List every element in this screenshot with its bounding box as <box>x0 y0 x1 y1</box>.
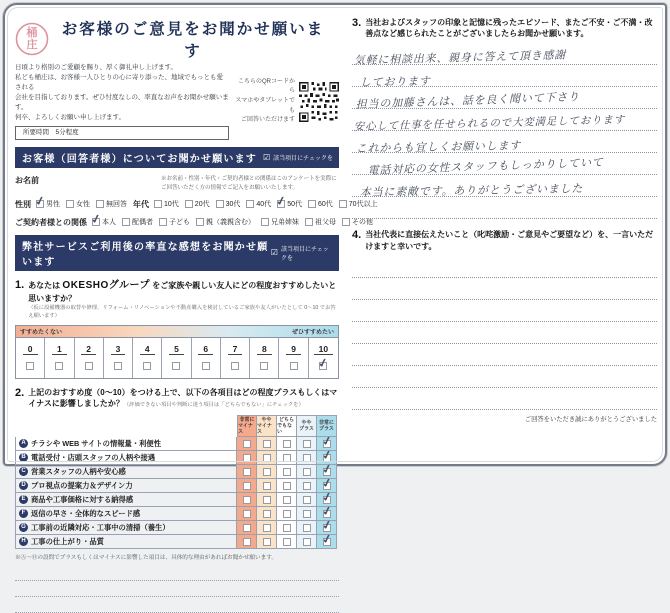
answer-line[interactable] <box>352 278 657 300</box>
checkbox[interactable] <box>308 200 316 208</box>
scale-checkbox[interactable] <box>114 362 122 370</box>
question-3-text: 当社およびスタッフの印象と記憶に残ったエピソード、またご不安・ご不満・改善点など感じられたことがございましたらお聞かせ願います。 <box>365 18 653 39</box>
section-bar-survey <box>15 235 339 271</box>
rating-checkbox[interactable] <box>303 538 311 546</box>
q4-answer-lines <box>352 256 657 410</box>
scale-checkbox[interactable] <box>290 362 298 370</box>
scale-left-label: すすめたくない <box>20 329 63 336</box>
column-header: やや マイナス <box>257 415 277 438</box>
rating-checkbox[interactable] <box>303 468 311 476</box>
rating-checkbox[interactable] <box>283 482 291 490</box>
gender-option: 女性 <box>66 199 90 209</box>
intro-line: 何卒、よろしくお願い申し上げます。 <box>15 114 125 122</box>
intro-line: 私ども桶庄は、お客様一人ひとりの心に寄り添った、地域でもっとも愛される <box>15 74 223 92</box>
answer-line[interactable] <box>352 43 657 68</box>
table-row: D プロ視点の提案力＆デザイン力 ✓ <box>15 479 339 493</box>
answer-line[interactable] <box>352 109 657 134</box>
answer-line[interactable] <box>15 565 339 581</box>
scale-cell: 10 ✓ <box>309 338 338 378</box>
relation-option: 兄弟姉妹 <box>261 217 299 227</box>
rating-checkbox[interactable] <box>263 496 271 504</box>
row-letter-badge: C <box>19 467 28 476</box>
age-label: 年代 <box>133 199 149 209</box>
rating-checkbox[interactable] <box>283 538 291 546</box>
answer-line[interactable] <box>352 153 657 178</box>
reason-answer-lines <box>15 565 339 613</box>
rating-checkbox[interactable] <box>303 440 311 448</box>
checkbox[interactable] <box>305 218 313 226</box>
rating-checkbox[interactable] <box>263 538 271 546</box>
handwritten-answer: 担当の加藤さんは、話を良く聞いて下さり <box>355 91 581 112</box>
answer-line[interactable] <box>352 388 657 410</box>
question-2-note: （評価できない項目や判断に迷う項目は「どちらでもない」にチェックを） <box>123 402 304 409</box>
scale-cell: 8 <box>250 338 279 378</box>
rating-checkbox[interactable] <box>243 496 251 504</box>
rating-checkbox[interactable] <box>243 510 251 518</box>
question-4-text: 当社代表に直接伝えたいこと（叱咤激励・ご意見やご要望など）を、一言いただけますと幸いです。 <box>365 230 654 251</box>
qr-code-icon <box>299 82 339 122</box>
relation-option: ✓ 本人 <box>92 217 116 227</box>
table-row: A チラシや WEB サイトの情報量・利便性 ✓ <box>15 437 339 451</box>
row-letter-badge: E <box>19 495 28 504</box>
q3-answer-lines <box>352 43 657 219</box>
rating-checkbox[interactable] <box>283 496 291 504</box>
page-title: お客様のご意見をお聞かせ願います <box>61 21 325 60</box>
rating-checkbox[interactable] <box>323 538 331 546</box>
rating-checkbox[interactable] <box>263 510 271 518</box>
row-letter-badge: G <box>19 523 28 532</box>
age-option: 60代 <box>308 199 333 209</box>
rating-checkbox[interactable] <box>263 454 271 462</box>
svg-text:桶: 桶 <box>26 27 38 39</box>
questionnaire-sheet <box>3 3 667 562</box>
rating-checkbox[interactable] <box>243 524 251 532</box>
scale-checkbox[interactable] <box>260 362 268 370</box>
gender-option: ✓ 男性 <box>36 199 60 209</box>
intro-paragraph <box>15 63 229 140</box>
checkbox[interactable] <box>339 200 347 208</box>
rating-checkbox[interactable] <box>243 482 251 490</box>
row-letter-badge: D <box>19 481 28 490</box>
checkbox[interactable] <box>196 218 204 226</box>
scale-cell: 4 <box>133 338 162 378</box>
question-2-text: 上記のおすすめ度（0～10）をつける上で、以下の各項目はどの程度プラスもしくはマイナスに影響しましたか？（評価できない項目や判断に迷う項目は「どちらでもない」にチェックを） <box>28 387 338 409</box>
checkbox[interactable] <box>122 218 130 226</box>
question-1: 1. あなたは OKESHOグループ をご家族や親しい友人にどの程度おすすめしたいと思いますか？ （仮に設備機器の取替や修理、リフォーム・リノベーションや不動産購入を検討しているご家族や友人がいたとして 0～10 でお答え願います） <box>15 279 339 320</box>
checkbox-icon: ☑ <box>263 152 271 162</box>
right-column <box>352 13 657 458</box>
intro-line: 会社を目指しております。ぜひ忖度なしの、率直なお声をお聞かせ願います。 <box>15 94 229 112</box>
relation-label: ご契約者様との関係 <box>15 217 87 227</box>
relation-row <box>15 217 373 228</box>
column-header: やや プラス <box>297 415 317 438</box>
scale-checkbox[interactable] <box>55 362 63 370</box>
header <box>15 17 339 61</box>
handwritten-answer: これからも宜しくお願いします <box>355 140 522 156</box>
handwritten-answer: 本当に素敵です。ありがとうございました <box>359 183 584 200</box>
answer-line[interactable] <box>352 87 657 112</box>
handwritten-answer: 安心して仕事を任せられるので大変満足しております <box>353 114 626 134</box>
checkbox[interactable] <box>342 218 350 226</box>
answer-line[interactable] <box>352 65 657 90</box>
relation-option: 祖父母 <box>305 217 336 227</box>
scale-checkbox[interactable] <box>172 362 180 370</box>
checkbox[interactable] <box>66 200 74 208</box>
rating-checkbox[interactable] <box>243 440 251 448</box>
scale-cell: 5 <box>162 338 191 378</box>
answer-line[interactable] <box>352 256 657 278</box>
rating-checkbox[interactable] <box>303 524 311 532</box>
section-title: お客様（回答者様）についてお聞かせ願います <box>22 154 257 166</box>
table-row: E 商品や工事価格に対する納得感 ✓ <box>15 493 339 507</box>
handwritten-answer: しております <box>359 76 431 90</box>
rating-checkbox[interactable] <box>243 468 251 476</box>
rating-checkbox[interactable] <box>263 524 271 532</box>
answer-line[interactable] <box>352 344 657 366</box>
rating-checkbox[interactable] <box>283 440 291 448</box>
row-letter-badge: F <box>19 509 28 518</box>
checkbox[interactable] <box>159 218 167 226</box>
left-column <box>15 13 378 562</box>
rating-checkbox[interactable] <box>303 496 311 504</box>
answer-line[interactable] <box>352 322 657 344</box>
checkbox[interactable] <box>185 200 193 208</box>
table-row: B 電話受付・店頭スタッフの人柄や接遇 ✓ <box>15 451 339 465</box>
column-header: 非常に プラス <box>317 415 337 438</box>
question-1-note: （仮に設備機器の取替や修理、リフォーム・リノベーションや不動産購入を検討しているご家族や友人がいたとして 0～10 でお答え願います） <box>28 305 336 319</box>
relation-option: 配偶者 <box>122 217 153 227</box>
checkbox[interactable] <box>154 200 162 208</box>
relation-option: 親（義親含む） <box>196 217 255 227</box>
rating-table <box>15 415 339 550</box>
relation-option: 子ども <box>159 217 190 227</box>
brand-name: OKESHOグループ <box>62 279 150 291</box>
time-note: 所要時間 5分程度 <box>15 126 229 140</box>
rating-checkbox[interactable] <box>263 482 271 490</box>
table-footnote: ※Ⓐ～Ⓗの設問でプラスもしくはマイナスに影響した項目は、具体的な理由があればお聞かせ願います。 <box>15 555 277 562</box>
scale-cell: 1 <box>45 338 74 378</box>
qr-block <box>235 63 339 140</box>
gender-age-row <box>15 199 378 210</box>
question-1-text: あなたは OKESHOグループ をご家族や親しい友人にどの程度おすすめしたいと思いますか？ <box>28 279 337 303</box>
rating-table-header <box>15 415 339 438</box>
answer-line[interactable] <box>352 300 657 322</box>
relation-option: その他 <box>342 217 373 227</box>
answer-line[interactable] <box>352 366 657 388</box>
handwritten-answer: 気軽に相談出来、親身に答えて頂き感謝 <box>353 49 567 68</box>
answer-line[interactable] <box>352 131 657 156</box>
age-option: 70代以上 <box>339 199 378 209</box>
scale-checkbox[interactable] <box>85 362 93 370</box>
age-option: 10代 <box>154 199 179 209</box>
checkbox[interactable] <box>36 200 44 208</box>
scale-right-label: ぜひすすめたい <box>291 329 334 336</box>
answer-line[interactable] <box>15 581 339 597</box>
rating-checkbox[interactable] <box>283 468 291 476</box>
question-3: 3. 当社およびスタッフの印象と記憶に残ったエピソード、またご不安・ご不満・改善点など感じられたことがございましたらお聞かせ願います。 <box>352 17 657 39</box>
checkbox[interactable] <box>277 200 285 208</box>
checkbox-icon: ☑ <box>270 247 278 257</box>
scale-cell: 2 <box>75 338 104 378</box>
qr-note: こちらのQRコードから スマホやタブレットでも ご回答いただけます <box>235 78 295 124</box>
name-label: お名前 <box>15 176 39 186</box>
answer-line[interactable] <box>352 197 657 219</box>
answer-line[interactable] <box>352 175 657 200</box>
gender-option: 無回答 <box>96 199 127 209</box>
rating-checkbox[interactable] <box>243 454 251 462</box>
age-option: ✓ 50代 <box>277 199 302 209</box>
checkbox[interactable] <box>261 218 269 226</box>
rating-checkbox[interactable] <box>283 510 291 518</box>
row-letter-badge: H <box>19 537 28 546</box>
row-letter-badge: B <box>19 453 28 462</box>
section-title: 弊社サービスご利用後の率直な感想をお聞かせ願います <box>22 241 269 268</box>
scale-checkbox[interactable] <box>26 362 34 370</box>
scale-cell: 6 <box>192 338 221 378</box>
section-bar-about <box>15 147 339 168</box>
rating-checkbox[interactable] <box>303 454 311 462</box>
age-option: 20代 <box>185 199 210 209</box>
rating-checkbox[interactable] <box>263 468 271 476</box>
checkbox[interactable] <box>246 200 254 208</box>
gender-label: 性別 <box>15 199 31 209</box>
handwritten-answer: 電話対応の女性スタッフもしっかりしていて <box>367 157 604 178</box>
answer-line[interactable] <box>15 597 339 613</box>
scale-cell: 7 <box>221 338 250 378</box>
rating-checkbox[interactable] <box>243 538 251 546</box>
rating-checkbox[interactable] <box>303 482 311 490</box>
question-2: 2. 上記のおすすめ度（0～10）をつける上で、以下の各項目はどの程度プラスもしくはマイナスに影響しましたか？（評価できない項目や判断に迷う項目は「どちらでもない」にチェックを） <box>15 386 338 409</box>
table-row: H 工事の仕上がり・品質 ✓ <box>15 535 339 549</box>
table-row: F 返信の早さ・全体的なスピード感 ✓ <box>15 507 339 521</box>
svg-text:庄: 庄 <box>26 39 38 51</box>
scale-checkbox[interactable] <box>319 362 327 370</box>
scale-cell: 9 <box>279 338 308 378</box>
column-header: 非常に マイナス <box>237 415 257 438</box>
checkbox[interactable] <box>96 200 104 208</box>
intro-line: 日頃より格別のご愛顧を賜り、厚く御礼申し上げます。 <box>15 64 177 71</box>
scale-cell: 3 <box>104 338 133 378</box>
nps-scale <box>15 325 339 379</box>
rating-checkbox[interactable] <box>283 524 291 532</box>
row-letter-badge: A <box>19 439 28 448</box>
scale-checkbox[interactable] <box>143 362 151 370</box>
scale-checkbox[interactable] <box>231 362 239 370</box>
check-instruction: ☑ 該当項目にチェックを <box>263 152 333 163</box>
checkbox[interactable] <box>216 200 224 208</box>
table-row: G 工事前の近隣対応・工事中の清掃（養生） ✓ <box>15 521 339 535</box>
column-header: どちら でもない <box>277 415 297 438</box>
scale-checkbox[interactable] <box>202 362 210 370</box>
checkbox[interactable] <box>92 218 100 226</box>
rating-checkbox[interactable] <box>283 454 291 462</box>
name-note: ※お名前・性別・年代・ご契約者様との関係はこのアンケートを実際に ご回答いただく方の情報でご記入をお願いいたします。 <box>161 176 337 191</box>
age-option: 40代 <box>246 199 271 209</box>
age-option: 30代 <box>216 199 241 209</box>
table-row: C 営業スタッフの人柄や安心感 ✓ <box>15 465 339 479</box>
thanks-note: ご回答をいただき誠にありがとうございました <box>524 415 657 423</box>
check-instruction: ☑ 該当項目にチェックを <box>270 246 329 262</box>
rating-checkbox[interactable] <box>303 510 311 518</box>
rating-checkbox[interactable] <box>263 440 271 448</box>
scale-cell: 0 <box>16 338 45 378</box>
company-seal-icon <box>15 22 49 56</box>
question-4: 4. 当社代表に直接伝えたいこと（叱咤激励・ご意見やご要望など）を、一言いただけますと幸いです。 <box>352 229 657 251</box>
